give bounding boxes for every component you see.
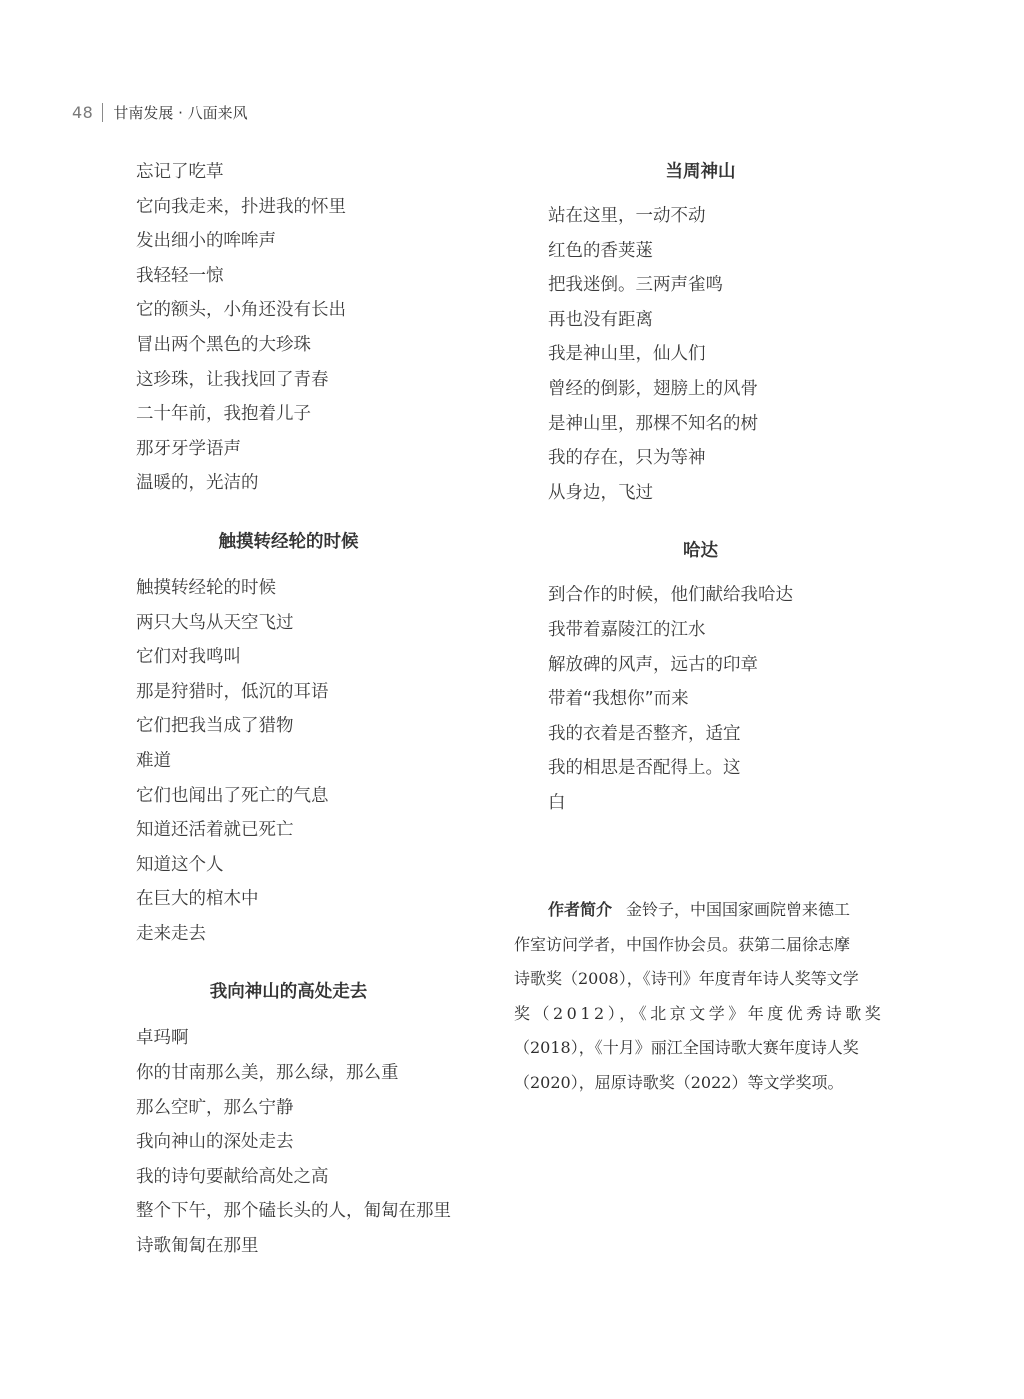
page-number: 48 [72, 102, 94, 122]
poem-line: 知道还活着就已死亡 [136, 820, 294, 841]
poem-line: 忘记了吃草 [136, 162, 224, 182]
poem-line: 我轻轻一惊 [136, 265, 224, 286]
poem-line: 它向我走来，扑进我的怀里 [136, 196, 346, 217]
poem-line: 冒出两个黑色的大珍珠 [136, 334, 311, 355]
poem-line: 我带着嘉陵江的江水 [548, 619, 706, 640]
poem-title: 当周神山 [665, 162, 736, 182]
header-divider [102, 103, 103, 122]
bio-text: （2020），屈原诗歌奖（2022）等文学奖项。 [514, 1072, 844, 1092]
poem-line: 我是神山里，仙人们 [548, 344, 706, 365]
bio-text: 诗歌奖（2008），《诗刊》年度青年诗人奖等文学 [514, 969, 859, 989]
bio-text: 作室访问学者，中国作协会员。获第二届徐志摩 [514, 934, 851, 954]
poem-line: 温暖的，光洁的 [136, 473, 259, 494]
poem-line: 卓玛啊 [136, 1028, 189, 1049]
poem-line: 发出细小的哞哞声 [136, 231, 276, 252]
running-header [72, 101, 248, 123]
poem-line: 它们对我鸣叫 [136, 647, 241, 668]
poem-line: 诗歌匍匐在那里 [136, 1236, 259, 1257]
poem-line: 知道这个人 [136, 854, 224, 875]
poem-line: 你的甘南那么美，那么绿，那么重 [136, 1063, 399, 1084]
poem-line: 两只大鸟从天空飞过 [136, 612, 294, 633]
poem-line: 解放碑的风声，远古的印章 [548, 654, 758, 675]
right-column [548, 155, 893, 821]
continued-poem [136, 155, 466, 501]
poem-title: 我向神山的高处走去 [209, 982, 368, 1003]
author-bio [514, 893, 891, 1101]
poem-hada [548, 534, 893, 820]
left-column [136, 155, 466, 1264]
poem-line: 到合作的时候，他们献给我哈达 [548, 585, 793, 606]
poem-line: 我的衣着是否整齐，适宜 [548, 723, 741, 744]
poem-line: 从身边，飞过 [548, 482, 653, 503]
poem-line: 站在这里，一动不动 [548, 206, 706, 226]
poem-line: 曾经的倒影，翅膀上的风骨 [548, 378, 758, 399]
poem-line: 它的额头，小角还没有长出 [136, 300, 346, 321]
poem-line: 那牙牙学语声 [136, 438, 241, 459]
poem-line: 在巨大的棺木中 [136, 889, 259, 910]
poem-line: 它们把我当成了猎物 [136, 716, 294, 737]
poem-line: 我向神山的深处走去 [136, 1132, 294, 1153]
poem-line: 白 [548, 792, 566, 813]
bio-text: （2018），《十月》丽江全国诗歌大赛年度诗人奖 [514, 1038, 859, 1058]
poem-toward-sacred-mountain [136, 975, 466, 1263]
poem-line: 带着“我想你”而来 [548, 689, 689, 710]
poem-title: 触摸转经轮的时候 [218, 531, 359, 552]
poem-dangzhou-mountain [548, 155, 893, 510]
bio-text: 金铃子，中国国家画院曾来德工 [626, 900, 851, 919]
poem-line: 那是狩猎时，低沉的耳语 [136, 681, 329, 702]
section-title: 甘南发展 · 八面来风 [113, 103, 248, 122]
poem-line: 难道 [136, 750, 171, 771]
poem-title: 哈达 [683, 541, 718, 562]
bio-label: 作者简介 [548, 900, 613, 919]
poem-line: 二十年前，我抱着儿子 [136, 404, 311, 425]
poem-line: 这珍珠，让我找回了青春 [136, 369, 329, 390]
poem-line: 红色的香荚蒾 [548, 240, 653, 261]
poem-line: 我的诗句要献给高处之高 [136, 1166, 329, 1187]
poem-line: 再也没有距离 [548, 309, 653, 330]
poem-line: 是神山里，那棵不知名的树 [548, 413, 758, 434]
poem-line: 把我迷倒。三两声雀鸣 [548, 275, 723, 296]
poem-line: 它们也闻出了死亡的气息 [136, 785, 329, 806]
bio-first-line [514, 893, 891, 928]
poem-line: 走来走去 [136, 923, 206, 944]
poem-touching-prayer-wheel [136, 525, 466, 952]
bio-text: 奖（2012），《北京文学》年度优秀诗歌奖 [514, 1003, 885, 1023]
poem-line: 那么空旷，那么宁静 [136, 1097, 294, 1118]
poem-line: 整个下午，那个磕长头的人，匍匐在那里 [136, 1201, 451, 1222]
poem-line: 我的存在，只为等神 [548, 448, 706, 469]
poem-line: 触摸转经轮的时候 [136, 577, 276, 598]
poem-line: 我的相思是否配得上。这 [548, 758, 741, 779]
